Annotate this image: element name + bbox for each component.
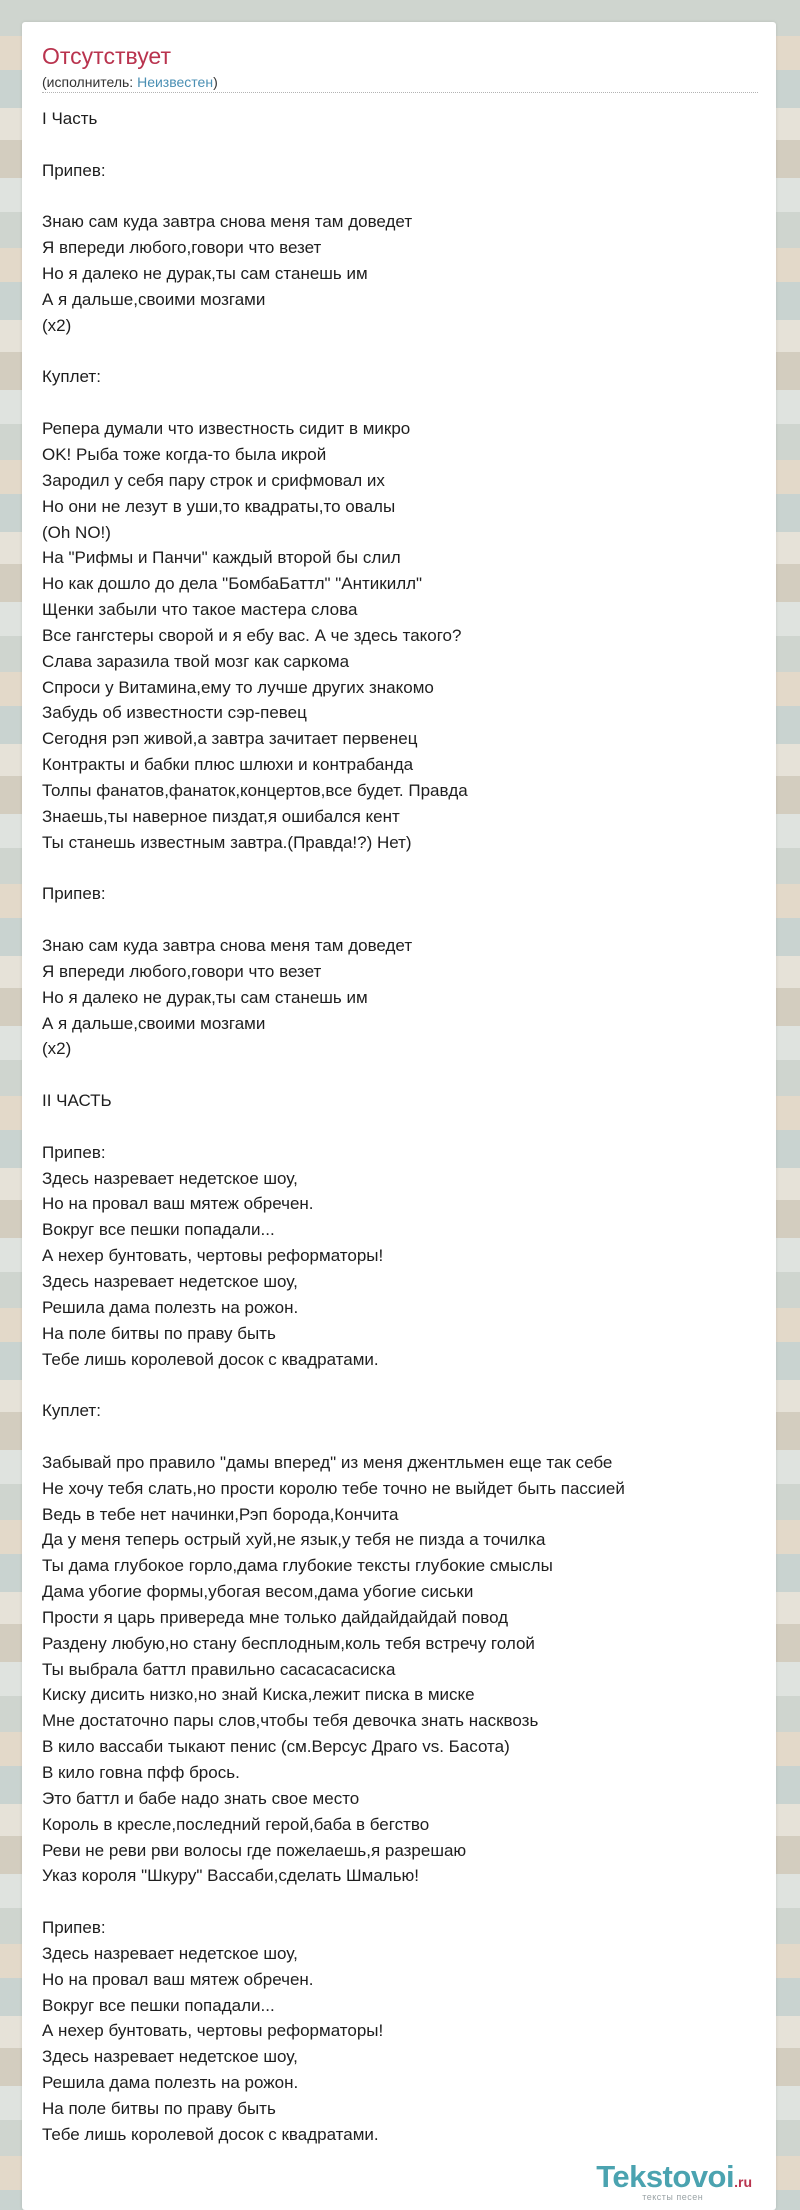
artist-suffix: ) [213,74,218,90]
logo-tagline: тексты песен [642,2192,704,2202]
song-title: Отсутствует [42,43,171,69]
logo-tld: .ru [734,2174,752,2190]
site-logo[interactable] [596,2161,752,2202]
lyrics-text: I Часть Припев: Знаю сам куда завтра снова меня там доведет Я впереди любого,говори что везет Но я далеко не дурак,ты сам станешь им А я дальше,своими мозгами (x2) Куплет: Репера думали что известность сидит в микро OK! Рыба тоже когда-то была икрой Зародил у себя пару строк и срифмовал их Но они не лезут в уши,то квадраты,то овалы (Oh NO!) На "Рифмы и Панчи" каждый второй бы слил Но как дошло до дела "БомбаБаттл" "Антикилл" Щенки забыли что такое мастера слова Все гангстеры сворой и я ебу вас. А че здесь такого? Слава заразила твой мозг как саркома Спроси у Витамина,ему то лучше других знакомо Забудь об известности сэр-певец Сегодня рэп живой,а завтра зачитает первенец Контракты и бабки плюс шлюхи и контрабанда Толпы фанатов,фанаток,концертов,все будет. Правда Знаешь,ты наверное пиздат,я ошибался кент Ты станешь известным завтра.(Правда!?) Нет) Припев: Знаю сам куда завтра снова меня там доведет Я впереди любого,говори что везет Но я далеко не дурак,ты сам станешь им А я дальше,своими мозгами (x2) II ЧАСТЬ Припев: Здесь назревает недетское шоу, Но на провал ваш мятеж обречен. Вокруг все пешки попадали... А нехер бунтовать, чертовы реформаторы! Здесь назревает недетское шоу, Решила дама полезть на рожон. На поле битвы по праву быть Тебе лишь королевой досок с квадратами. Куплет: Забывай про правило "дамы вперед" из меня джентльмен еще так себе Не хочу тебя слать,но прости королю тебе точно не выйдет быть пассией Ведь в тебе нет начинки,Рэп борода,Кончита Да у меня теперь острый хуй,не язык,у тебя не пизда а точилка Ты дама глубокое горло,дама глубокие тексты глубокие смыслы Дама убогие формы,убогая весом,дама убогие сиськи Прости я царь привереда мне только дайдайдайдай повод Раздену любую,но стану бесплодным,коль тебя встречу голой Ты выбрала баттл правильно сасасасасиска Киску дисить низко,но знай Киска,лежит писка в миске Мне достаточно пары слов,чтобы тебя девочка знать насквозь В кило вассаби тыкают пенис (см.Версус Драго vs. Басота) В кило говна пфф брось. Это баттл и бабе надо знать свое место Король в кресле,последний герой,баба в бегство Реви не реви рви волосы где пожелаешь,я разрешаю Указ короля "Шкуру" Вассаби,сделать Шмалью! Припев: Здесь назревает недетское шоу, Но на провал ваш мятеж обречен. Вокруг все пешки попадали... А нехер бунтовать, чертовы реформаторы! Здесь назревает недетское шоу, Решила дама полезть на рожон. На поле битвы по праву быть Тебе лишь королевой досок с квадратами. [42,109,625,2144]
artist-link[interactable]: Неизвестен [137,74,214,90]
dotted-divider [42,92,758,93]
logo-wordmark: Tekstovoi [596,2159,735,2194]
lyrics-card [22,22,776,2210]
artist-line [42,74,218,91]
artist-prefix: (исполнитель: [42,74,138,90]
